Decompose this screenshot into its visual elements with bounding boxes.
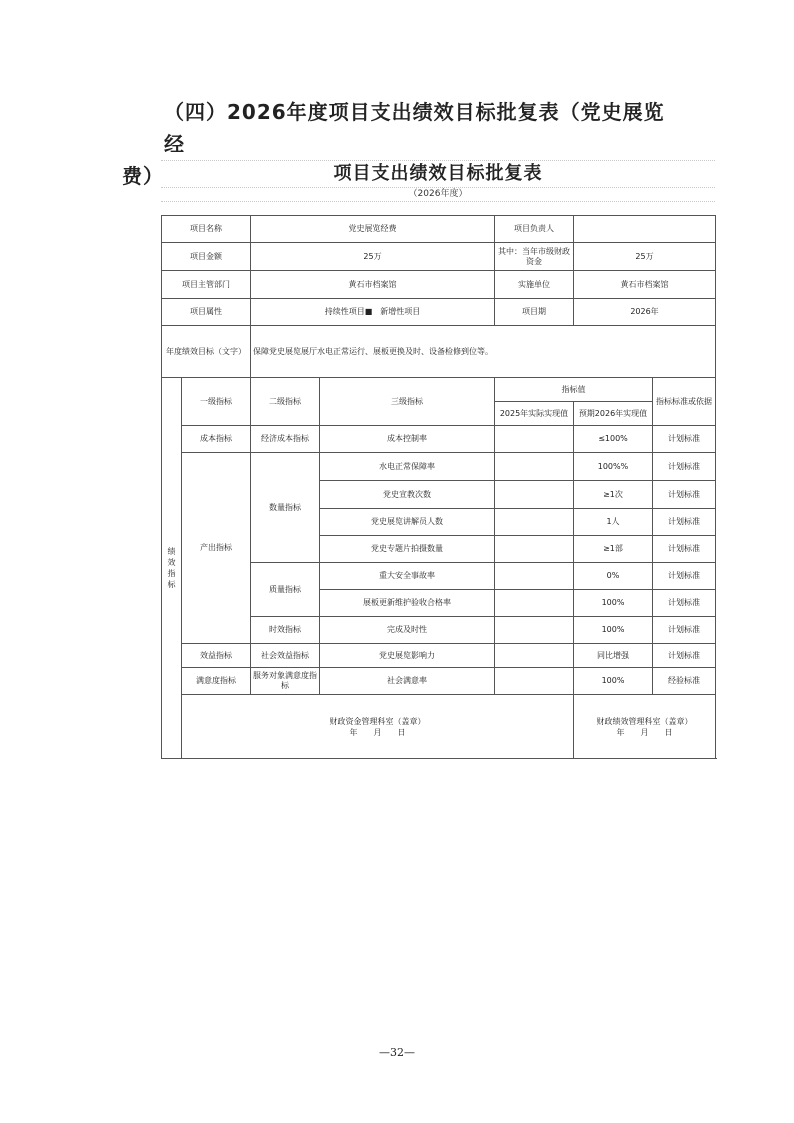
table-title: 项目支出绩效目标批复表 (161, 160, 715, 187)
row-project-amount (162, 243, 716, 271)
level1-header: 一级指标 (182, 378, 251, 426)
output-item-5-actual (495, 590, 574, 617)
output-item-2-l3: 党史展览讲解员人数 (320, 509, 495, 536)
table-row (162, 426, 716, 453)
cost-l3: 成本控制率 (320, 426, 495, 453)
table-year: （2026年度） (161, 187, 715, 202)
finance-fund-date: 年 月 日 (349, 727, 406, 737)
output-item-2-expected: 1人 (574, 509, 653, 536)
page-number: —32— (379, 1046, 415, 1059)
satisfaction-l1: 满意度指标 (182, 668, 251, 695)
output-item-4-basis: 计划标准 (653, 563, 716, 590)
output-item-1-expected: ≥1次 (574, 481, 653, 509)
dept-value: 黄石市档案馆 (251, 271, 495, 299)
output-timeliness-l2: 时效指标 (251, 617, 320, 644)
output-item-6-l3: 完成及时性 (320, 617, 495, 644)
finance-fund-office: 财政资金管理科室（盖章） (329, 716, 426, 726)
finance-performance-date: 年 月 日 (616, 727, 673, 737)
row-attribute (162, 299, 716, 326)
impl-label: 实施单位 (495, 271, 574, 299)
table-row (162, 644, 716, 668)
benefit-expected: 同比增强 (574, 644, 653, 668)
table-row (162, 453, 716, 481)
output-l1: 产出指标 (182, 453, 251, 644)
output-item-5-basis: 计划标准 (653, 590, 716, 617)
actual-2025-header: 2025年实际实现值 (495, 402, 574, 426)
output-item-1-l3: 党史宣教次数 (320, 481, 495, 509)
indicator-group-label: 绩效指标 (167, 547, 176, 589)
goal-label: 年度绩效目标（文字） (162, 326, 251, 378)
expected-2026-header: 预期2026年实现值 (574, 402, 653, 426)
output-item-6-actual (495, 617, 574, 644)
output-item-4-l3: 重大安全事故率 (320, 563, 495, 590)
output-item-5-expected: 100% (574, 590, 653, 617)
satisfaction-actual (495, 668, 574, 695)
output-item-6-expected: 100% (574, 617, 653, 644)
finance-performance-office: 财政绩效管理科室（盖章） (596, 716, 693, 726)
dept-label: 项目主管部门 (162, 271, 251, 299)
output-item-2-actual (495, 509, 574, 536)
cost-actual (495, 426, 574, 453)
row-department (162, 271, 716, 299)
impl-value: 黄石市档案馆 (574, 271, 716, 299)
output-quality-l2: 质量指标 (251, 563, 320, 617)
value-header: 指标值 (495, 378, 653, 402)
output-item-4-actual (495, 563, 574, 590)
city-fund-value: 25万 (574, 243, 716, 271)
approval-table-block (161, 160, 715, 759)
output-item-0-l3: 水电正常保障率 (320, 453, 495, 481)
indicator-group-cell (162, 378, 182, 759)
output-quantity-l2: 数量指标 (251, 453, 320, 563)
benefit-l1: 效益指标 (182, 644, 251, 668)
heading-line-1: （四）2026年度项目支出绩效目标批复表（党史展览经 (164, 100, 665, 156)
attr-value: 持续性项目■ 新增性项目 (251, 299, 495, 326)
period-value: 2026年 (574, 299, 716, 326)
output-item-5-l3: 展板更新维护验收合格率 (320, 590, 495, 617)
output-item-4-expected: 0% (574, 563, 653, 590)
output-item-0-expected: 100%% (574, 453, 653, 481)
output-item-6-basis: 计划标准 (653, 617, 716, 644)
output-item-3-l3: 党史专题片拍摄数量 (320, 536, 495, 563)
benefit-l2: 社会效益指标 (251, 644, 320, 668)
output-item-1-actual (495, 481, 574, 509)
signature-finance-fund (182, 695, 574, 759)
cost-l2: 经济成本指标 (251, 426, 320, 453)
amount-value: 25万 (251, 243, 495, 271)
output-item-1-basis: 计划标准 (653, 481, 716, 509)
amount-label: 项目金额 (162, 243, 251, 271)
attr-label: 项目属性 (162, 299, 251, 326)
performance-table (161, 215, 716, 759)
output-item-2-basis: 计划标准 (653, 509, 716, 536)
output-item-3-expected: ≥1部 (574, 536, 653, 563)
satisfaction-expected: 100% (574, 668, 653, 695)
level2-header: 二级指标 (251, 378, 320, 426)
goal-text: 保障党史展览展厅水电正常运行、展板更换及时、设备检修到位等。 (251, 326, 716, 378)
cost-basis: 计划标准 (653, 426, 716, 453)
level3-header: 三级指标 (320, 378, 495, 426)
output-item-0-actual (495, 453, 574, 481)
benefit-actual (495, 644, 574, 668)
cost-expected: ≤100% (574, 426, 653, 453)
output-item-3-actual (495, 536, 574, 563)
benefit-basis: 计划标准 (653, 644, 716, 668)
cost-l1: 成本指标 (182, 426, 251, 453)
period-label: 项目期 (495, 299, 574, 326)
table-row (162, 668, 716, 695)
owner-value (574, 216, 716, 243)
row-indicator-header-1 (162, 378, 716, 402)
project-name-value: 党史展览经费 (251, 216, 495, 243)
spacer-row (161, 202, 715, 215)
basis-header: 指标标准或依据 (653, 378, 716, 426)
owner-label: 项目负责人 (495, 216, 574, 243)
satisfaction-basis: 经验标准 (653, 668, 716, 695)
row-annual-goal (162, 326, 716, 378)
row-signatures (162, 695, 716, 759)
signature-finance-performance (574, 695, 716, 759)
output-item-0-basis: 计划标准 (653, 453, 716, 481)
output-item-3-basis: 计划标准 (653, 536, 716, 563)
satisfaction-l2: 服务对象满意度指标 (251, 668, 320, 695)
heading-line-2: 费） (122, 164, 164, 188)
row-project-name (162, 216, 716, 243)
benefit-l3: 党史展览影响力 (320, 644, 495, 668)
satisfaction-l3: 社会满意率 (320, 668, 495, 695)
city-fund-label: 其中：当年市级财政资金 (495, 243, 574, 271)
project-name-label: 项目名称 (162, 216, 251, 243)
